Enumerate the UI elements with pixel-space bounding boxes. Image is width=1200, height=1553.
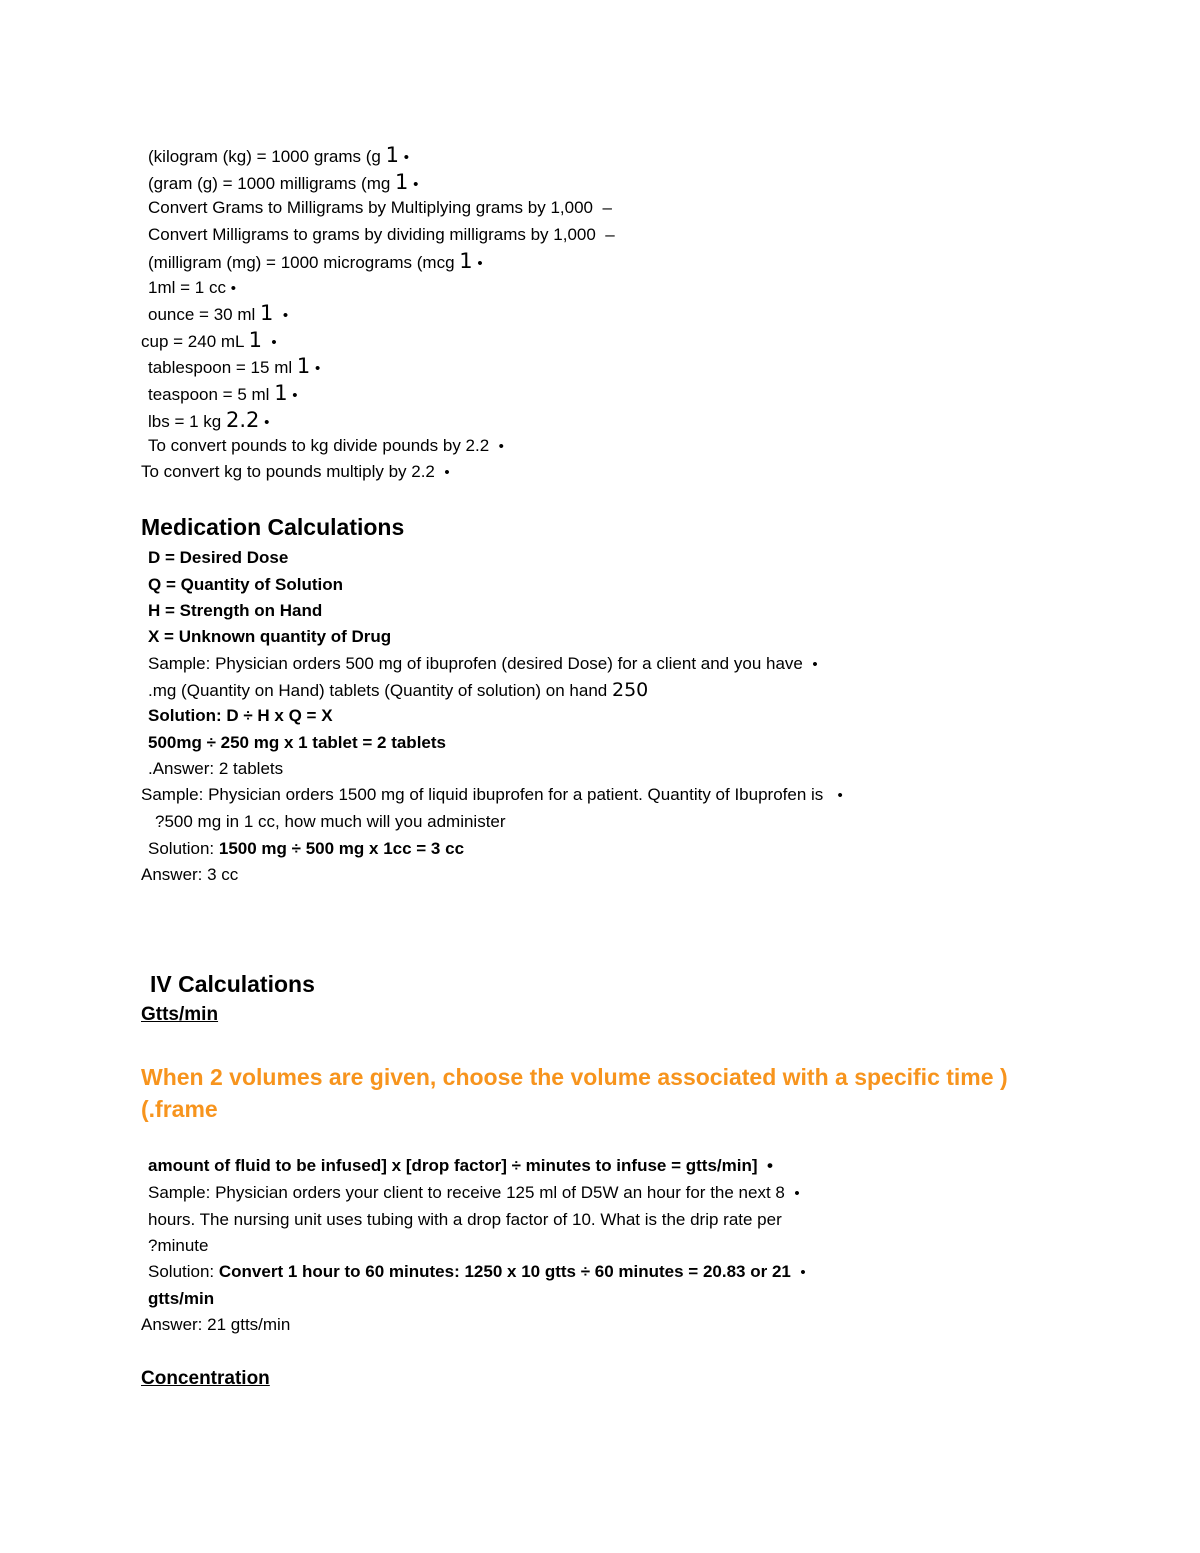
iv-sample-line1 <box>148 1182 800 1205</box>
gtts-subheading: Gtts/min <box>141 1004 219 1025</box>
bullet-icon: • <box>292 387 298 404</box>
solution-calc: Convert 1 hour to 60 minutes: 1250 x 10 gtts ÷ 60 minutes = 20.83 or 21 <box>218 1262 791 1281</box>
iv-sample-line2: hours. The nursing unit uses tubing with a drop factor of 10. What is the drip rate per <box>148 1210 782 1229</box>
line-text: .mg (Quantity on Hand) tablets (Quantity of solution) on hand <box>148 681 608 700</box>
conversion-lbs <box>148 409 269 434</box>
line-number: 1 <box>274 381 288 405</box>
volume-note-line2: (.frame <box>141 1096 218 1122</box>
line-number: 1 <box>260 301 274 325</box>
line-text: lbs = 1 kg <box>148 412 222 431</box>
medication-heading: Medication Calculations <box>141 514 405 540</box>
conversion-ml-cc <box>148 277 236 300</box>
bullet-icon: • <box>812 656 818 673</box>
line-text: teaspoon = 5 ml <box>148 385 270 404</box>
sample1-calc: 500mg ÷ 250 mg x 1 tablet = 2 tablets <box>148 733 446 752</box>
sample1-line2 <box>148 679 648 702</box>
iv-sample-line3: ?minute <box>148 1236 209 1255</box>
solution-label: Solution: <box>148 1262 219 1281</box>
line-text: 1ml = 1 cc <box>148 278 226 297</box>
bullet-icon: • <box>837 787 843 804</box>
bullet-icon: • <box>314 360 321 377</box>
bullet-icon: • <box>766 1156 773 1175</box>
conversion-g-mg <box>148 171 418 196</box>
iv-heading: IV Calculations <box>150 971 315 997</box>
conversion-kg-to-lb <box>141 461 450 484</box>
solution-label: Solution: <box>148 839 219 858</box>
bullet-icon: • <box>230 280 236 297</box>
bullet-icon: • <box>800 1264 806 1281</box>
conversion-ounce <box>148 302 288 327</box>
sample1-line1 <box>148 653 818 676</box>
line-text: Sample: Physician orders 500 mg of ibuprofen (desired Dose) for a client and you have <box>148 654 803 673</box>
def-strength-on-hand: H = Strength on Hand <box>148 601 323 620</box>
bullet-icon: • <box>282 307 289 324</box>
line-text: To convert pounds to kg divide pounds by 2.2 <box>148 436 490 455</box>
conversion-mg-to-grams <box>148 224 615 246</box>
sample1-answer: .Answer: 2 tablets <box>148 759 284 778</box>
conversion-grams-to-mg <box>148 197 612 219</box>
bullet-icon: • <box>794 1185 800 1202</box>
line-text: To convert kg to pounds multiply by 2.2 <box>141 462 435 481</box>
bullet-icon: • <box>444 464 450 481</box>
sample2-solution <box>148 838 464 860</box>
bullet-icon: • <box>403 149 409 166</box>
concentration-heading: Concentration <box>141 1368 270 1389</box>
line-number: 2.2 <box>225 408 260 432</box>
line-number: 1 <box>459 249 473 273</box>
line-number: 1 <box>248 328 262 352</box>
line-number: 1 <box>296 354 311 378</box>
formula-text: amount of fluid to be infused] x [drop factor] ÷ minutes to infuse = gtts/min] <box>148 1156 758 1175</box>
iv-formula <box>148 1155 773 1177</box>
line-text: (kilogram (kg) = 1000 grams (g <box>148 147 381 166</box>
bullet-icon: • <box>413 176 419 193</box>
line-text: Sample: Physician orders your client to receive 125 ml of D5W an hour for the next 8 <box>148 1183 785 1202</box>
conversion-cup <box>141 329 277 354</box>
volume-note-line1: When 2 volumes are given, choose the volume associated with a specific time ) <box>141 1064 1008 1090</box>
line-text: ounce = 30 ml <box>148 305 256 324</box>
line-text: (milligram (mg) = 1000 micrograms (mcg <box>148 253 455 272</box>
line-text: Sample: Physician orders 1500 mg of liquid ibuprofen for a patient. Quantity of Ibuprofen is <box>141 785 824 804</box>
line-text: (gram (g) = 1000 milligrams (mg <box>148 174 391 193</box>
conversion-teaspoon <box>148 382 298 407</box>
def-desired-dose: D = Desired Dose <box>148 548 289 567</box>
iv-solution-unit: gtts/min <box>148 1289 215 1308</box>
line-text: Convert Grams to Milligrams by Multiplying grams by 1,000 <box>148 198 593 217</box>
dash-icon: – <box>605 225 615 244</box>
line-text: Convert Milligrams to grams by dividing milligrams by 1,000 <box>148 225 596 244</box>
line-text: tablespoon = 15 ml <box>148 358 293 377</box>
line-number: 250 <box>611 679 649 701</box>
bullet-icon: • <box>271 334 277 351</box>
line-number: 1 <box>395 170 409 194</box>
iv-answer: Answer: 21 gtts/min <box>141 1315 291 1334</box>
def-unknown-quantity: X = Unknown quantity of Drug <box>148 627 392 646</box>
sample2-answer: Answer: 3 cc <box>141 865 239 884</box>
line-number: 1 <box>385 143 399 167</box>
conversion-kg-g <box>148 144 409 169</box>
bullet-icon: • <box>477 255 483 272</box>
conversion-mg-mcg <box>148 250 483 275</box>
bullet-icon: • <box>498 438 504 455</box>
conversion-lb-to-kg <box>148 435 504 458</box>
solution-calc: 1500 mg ÷ 500 mg x 1cc = 3 cc <box>218 839 465 858</box>
sample2-line1 <box>141 784 843 807</box>
sample2-line2: ?500 mg in 1 cc, how much will you administer <box>155 812 506 831</box>
sample1-solution: Solution: D ÷ H x Q = X <box>148 706 333 725</box>
line-text: cup = 240 mL <box>141 332 244 351</box>
def-quantity-solution: Q = Quantity of Solution <box>148 575 344 594</box>
conversion-tablespoon <box>148 355 320 380</box>
dash-icon: – <box>602 198 612 217</box>
bullet-icon: • <box>264 414 270 431</box>
iv-solution <box>148 1261 806 1284</box>
